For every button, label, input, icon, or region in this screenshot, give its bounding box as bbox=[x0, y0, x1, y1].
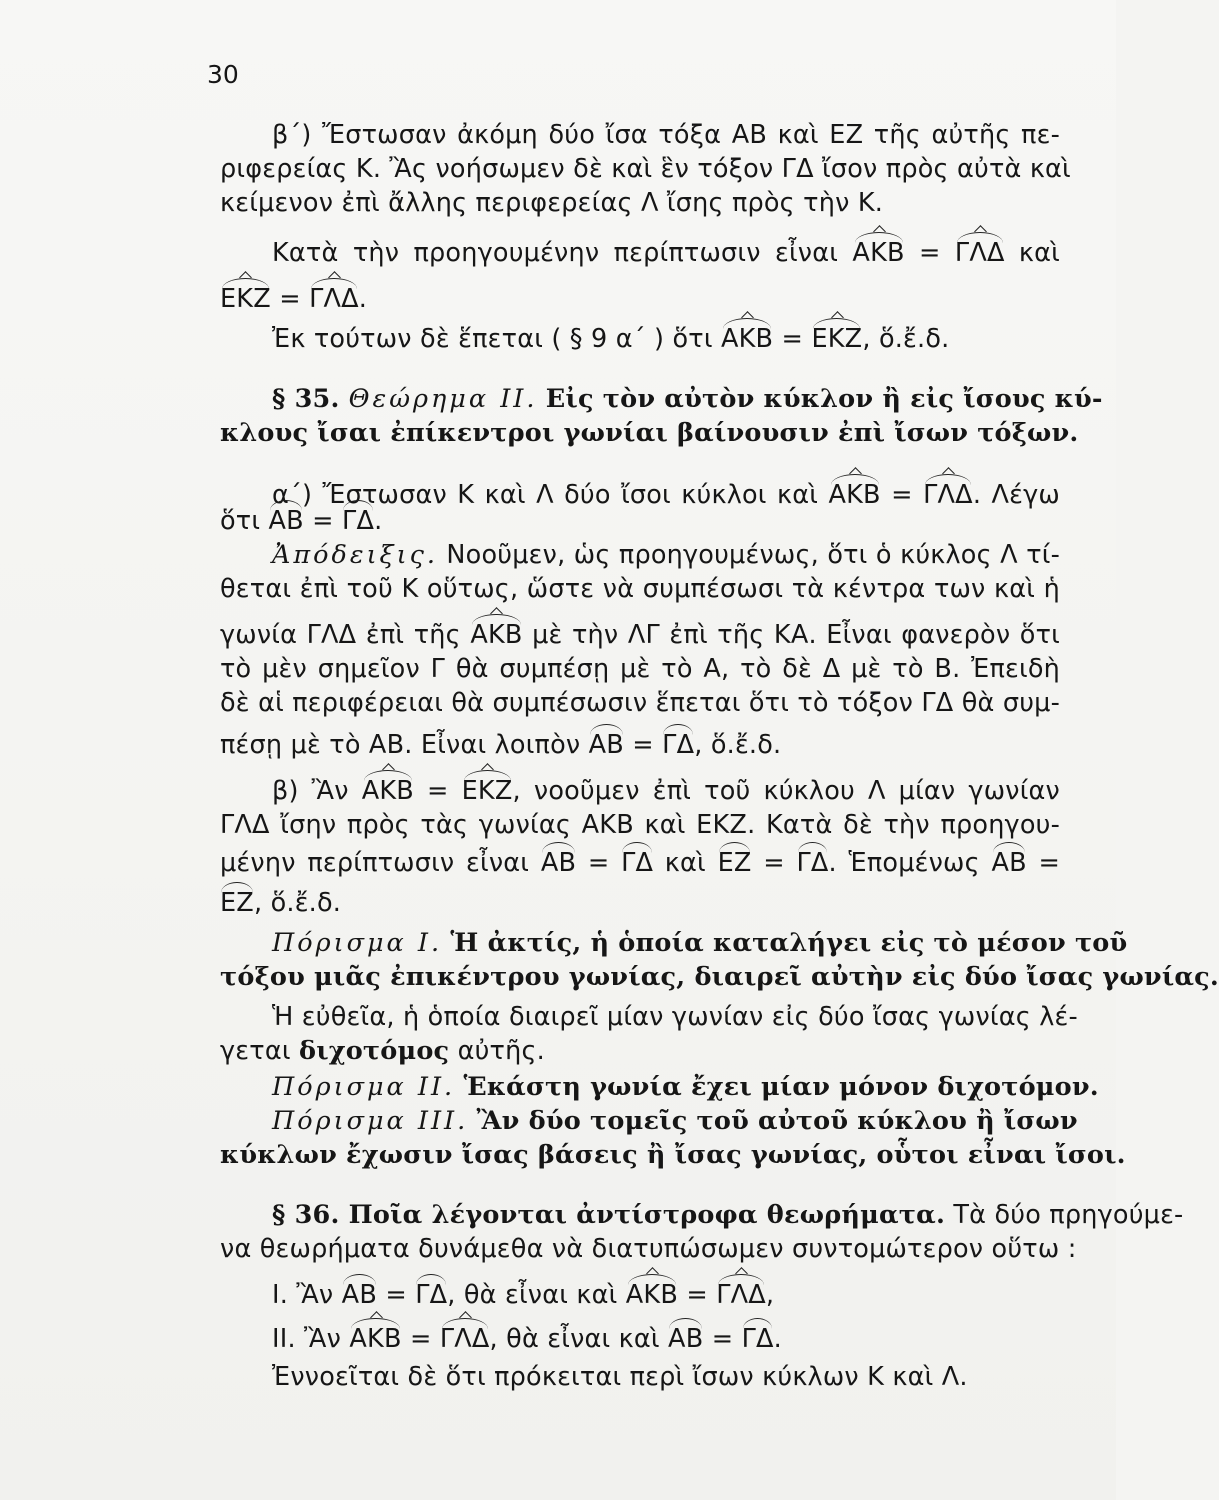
text-span: , ὅ.ἔ.δ. bbox=[253, 888, 342, 918]
text-span: , θὰ εἶναι καὶ bbox=[489, 1324, 669, 1354]
corollary-3 bbox=[272, 1104, 1078, 1138]
text-line bbox=[220, 504, 1060, 538]
angle-arc: ΑΚΒ bbox=[470, 620, 523, 650]
angle-arc: ΑΚΒ bbox=[349, 1324, 402, 1354]
text-span: = bbox=[303, 506, 343, 536]
text-line: κείμενον ἐπὶ ἄλλης περιφερείας Λ ἴσης πρὸς τὴν Κ. bbox=[220, 188, 884, 218]
statement-i bbox=[272, 1278, 1060, 1312]
angle-arc: ΕΚΖ bbox=[220, 284, 271, 314]
text-span: = bbox=[270, 284, 310, 314]
corollary-statement: Ἡ ἀκτίς, ἡ ὁποία καταλήγει εἰς τὸ μέσον τοῦ bbox=[450, 928, 1128, 958]
text-span: , νοοῦμεν ἐπὶ τοῦ κύκλου Λ μίαν γωνίαν bbox=[512, 776, 1060, 806]
text-span: . bbox=[773, 1324, 782, 1354]
arc-symbol: ΓΔ bbox=[662, 730, 695, 760]
text-line: ριφερείας Κ. Ἂς νοήσωμεν δὲ καὶ ἓν τόξον ΓΔ ἴσον πρὸς αὐτὰ καὶ bbox=[220, 154, 1071, 184]
text-span: = bbox=[904, 238, 955, 268]
text-span: πέσῃ μὲ τὸ ΑΒ. Εἶναι λοιπὸν bbox=[220, 730, 589, 760]
text-line: κλους ἴσαι ἐπίκεντροι γωνίαι βαίνουσιν ἐπὶ ἴσων τόξων. bbox=[220, 418, 1079, 448]
text-span: ὅτι bbox=[220, 506, 269, 536]
text-span: = bbox=[401, 1324, 440, 1354]
text-span: β) Ἂν bbox=[272, 776, 362, 806]
text-line bbox=[220, 728, 1060, 762]
text-span: . Ἑπομένως bbox=[828, 848, 992, 878]
theorem-label: Θεώρημα ΙΙ. bbox=[348, 384, 538, 414]
section-title: § 36. Ποῖα λέγονται ἀντίστροφα θεωρήματα. bbox=[272, 1200, 946, 1230]
text-line: τόξου μιᾶς ἐπικέντρου γωνίας, διαιρεῖ αὐτὴν εἰς δύο ἴσας γωνίας. bbox=[220, 962, 1219, 992]
angle-arc: ΓΛΔ bbox=[439, 1324, 490, 1354]
text-span: = bbox=[1026, 848, 1061, 878]
text-span: = bbox=[413, 776, 462, 806]
corollary-label: Πόρισμα ΙΙΙ. bbox=[272, 1106, 469, 1136]
arc-symbol: ΓΔ bbox=[741, 1324, 774, 1354]
text-line: β΄) Ἔστωσαν ἀκόμη δύο ἴσα τόξα ΑΒ καὶ ΕΖ τῆς αὐτῆς πε- bbox=[272, 120, 1060, 150]
text-line bbox=[220, 618, 1060, 652]
text-span: μὲ τὴν ΛΓ ἐπὶ τῆς ΚΑ. Εἶναι φανερὸν ὅτι bbox=[522, 620, 1060, 650]
text-line: να θεωρήματα δυνάμεθα νὰ διατυπώσωμεν συντομώτερον οὕτω : bbox=[220, 1234, 1077, 1264]
angle-arc: ΑΚΒ bbox=[720, 324, 774, 354]
text-line bbox=[220, 1034, 1060, 1068]
text-span: , θὰ εἶναι καὶ bbox=[447, 1280, 626, 1310]
text-span: γεται bbox=[220, 1036, 299, 1066]
angle-arc: ΑΚΒ bbox=[828, 480, 881, 510]
text-span bbox=[537, 384, 545, 414]
section-heading-36 bbox=[272, 1198, 1184, 1232]
text-span: . bbox=[358, 284, 368, 314]
text-span: Κατὰ τὴν προηγουμένην περίπτωσιν εἶναι bbox=[272, 238, 853, 268]
corollary-statement: Ἂν δύο τομεῖς τοῦ αὐτοῦ κύκλου ἢ ἴσων bbox=[476, 1106, 1078, 1136]
text-line: Ἡ εὐθεῖα, ἡ ὁποία διαιρεῖ μίαν γωνίαν εἰς δύο ἴσας γωνίας λέ- bbox=[272, 1002, 1078, 1032]
arc-symbol: ΕΖ bbox=[717, 848, 752, 878]
corollary-label: Πόρισμα Ι. bbox=[272, 928, 443, 958]
text-span: μένην περίπτωσιν εἶναι bbox=[220, 848, 541, 878]
text-span: καὶ bbox=[1004, 238, 1060, 268]
text-span: Νοοῦμεν, ὡς προηγουμένως, ὅτι ὁ κύκλος Λ τί- bbox=[438, 540, 1060, 570]
angle-arc: ΑΚΒ bbox=[852, 238, 905, 268]
text-line bbox=[272, 322, 1060, 356]
angle-arc: ΓΛΔ bbox=[923, 480, 973, 510]
arc-symbol: ΑΒ bbox=[668, 1324, 704, 1354]
arc-symbol: ΓΔ bbox=[621, 848, 654, 878]
angle-arc: ΑΚΒ bbox=[361, 776, 414, 806]
term-bisector: διχοτόμος bbox=[298, 1036, 450, 1066]
corollary-2 bbox=[272, 1070, 1099, 1104]
arc-symbol: ΕΖ bbox=[220, 888, 254, 918]
angle-arc: ΓΛΔ bbox=[716, 1280, 766, 1310]
text-span: = bbox=[751, 848, 797, 878]
text-line bbox=[272, 236, 1060, 270]
text-span: = bbox=[703, 1324, 742, 1354]
arc-symbol: ΓΔ bbox=[796, 848, 829, 878]
text-span bbox=[468, 1106, 476, 1136]
text-span: α΄) Ἔστωσαν Κ καὶ Λ δύο ἴσοι κύκλοι καὶ bbox=[272, 480, 829, 510]
text-line bbox=[272, 774, 1060, 808]
proof-label: Ἀπόδειξις. bbox=[272, 540, 438, 570]
text-span: . Λέγω bbox=[972, 480, 1060, 510]
text-span: = bbox=[678, 1280, 717, 1310]
section-number: § 35. bbox=[272, 384, 349, 414]
text-span: = bbox=[773, 324, 812, 354]
text-line: δὲ αἱ περιφέρειαι θὰ συμπέσωσιν ἕπεται ὅτι τὸ τόξον ΓΔ θὰ συμ- bbox=[220, 688, 1060, 718]
angle-arc: ΓΛΔ bbox=[309, 284, 359, 314]
arc-symbol: ΑΒ bbox=[341, 1280, 378, 1310]
text-span: = bbox=[623, 730, 663, 760]
text-span: γωνία ΓΛΔ ἐπὶ τῆς bbox=[220, 620, 471, 650]
text-span: , bbox=[765, 1280, 775, 1310]
corollary-label: Πόρισμα ΙΙ. bbox=[272, 1072, 456, 1102]
text-line: τὸ μὲν σημεῖον Γ θὰ συμπέσῃ μὲ τὸ Α, τὸ δὲ Δ μὲ τὸ Β. Ἐπειδὴ bbox=[220, 654, 1060, 684]
arc-symbol: ΑΒ bbox=[588, 730, 624, 760]
statement-ii bbox=[272, 1322, 1060, 1356]
text-span: ΙΙ. Ἂν bbox=[272, 1324, 350, 1354]
text-line: ΓΛΔ ἴσην πρὸς τὰς γωνίας ΑΚΒ καὶ ΕΚΖ. Κατὰ δὲ τὴν προηγου- bbox=[220, 810, 1060, 840]
theorem-statement: Εἰς τὸν αὐτὸν κύκλον ἢ εἰς ἴσους κύ- bbox=[545, 384, 1103, 414]
angle-arc: ΓΛΔ bbox=[954, 238, 1005, 268]
arc-symbol: ΑΒ bbox=[991, 848, 1027, 878]
text-span: καὶ bbox=[653, 848, 718, 878]
angle-arc: ΕΚΖ bbox=[811, 324, 863, 354]
section-heading-35 bbox=[272, 382, 1103, 416]
text-span: = bbox=[880, 480, 924, 510]
text-line bbox=[220, 886, 1060, 920]
text-line: Ἐννοεῖται δὲ ὅτι πρόκειται περὶ ἴσων κύκλων Κ καὶ Λ. bbox=[272, 1362, 968, 1392]
angle-arc: ΑΚΒ bbox=[625, 1280, 679, 1310]
text-line: κύκλων ἔχωσιν ἴσας βάσεις ἢ ἴσας γωνίας, οὗτοι εἶναι ἴσοι. bbox=[220, 1140, 1126, 1170]
arc-symbol: ΓΔ bbox=[342, 506, 375, 536]
text-span: , ὅ.ἔ.δ. bbox=[694, 730, 782, 760]
angle-arc: ΕΚΖ bbox=[461, 776, 513, 806]
text-span: Ἐκ τούτων δὲ ἕπεται ( § 9 α΄ ) ὅτι bbox=[272, 324, 721, 354]
text-line bbox=[220, 282, 1060, 316]
text-span: , ὅ.ἔ.δ. bbox=[862, 324, 950, 354]
text-line bbox=[220, 846, 1060, 880]
text-span: Ι. Ἂν bbox=[272, 1280, 342, 1310]
arc-symbol: ΓΔ bbox=[415, 1280, 448, 1310]
page-number: 30 bbox=[207, 60, 239, 89]
text-line: θεται ἐπὶ τοῦ Κ οὕτως, ὥστε νὰ συμπέσωσι τὰ κέντρα των καὶ ἡ bbox=[220, 574, 1060, 604]
arc-symbol: ΑΒ bbox=[540, 848, 577, 878]
text-span: αὐτῆς. bbox=[449, 1036, 545, 1066]
text-line bbox=[272, 538, 1060, 572]
corollary-1 bbox=[272, 926, 1128, 960]
text-span: = bbox=[576, 848, 622, 878]
arc-symbol: ΑΒ bbox=[268, 506, 304, 536]
corollary-statement: Ἑκάστη γωνία ἔχει μίαν μόνον διχοτόμον. bbox=[463, 1072, 1099, 1102]
text-span: . bbox=[374, 506, 383, 536]
text-span: Τὰ δύο πρηγούμε- bbox=[945, 1200, 1184, 1230]
text-span: = bbox=[377, 1280, 416, 1310]
